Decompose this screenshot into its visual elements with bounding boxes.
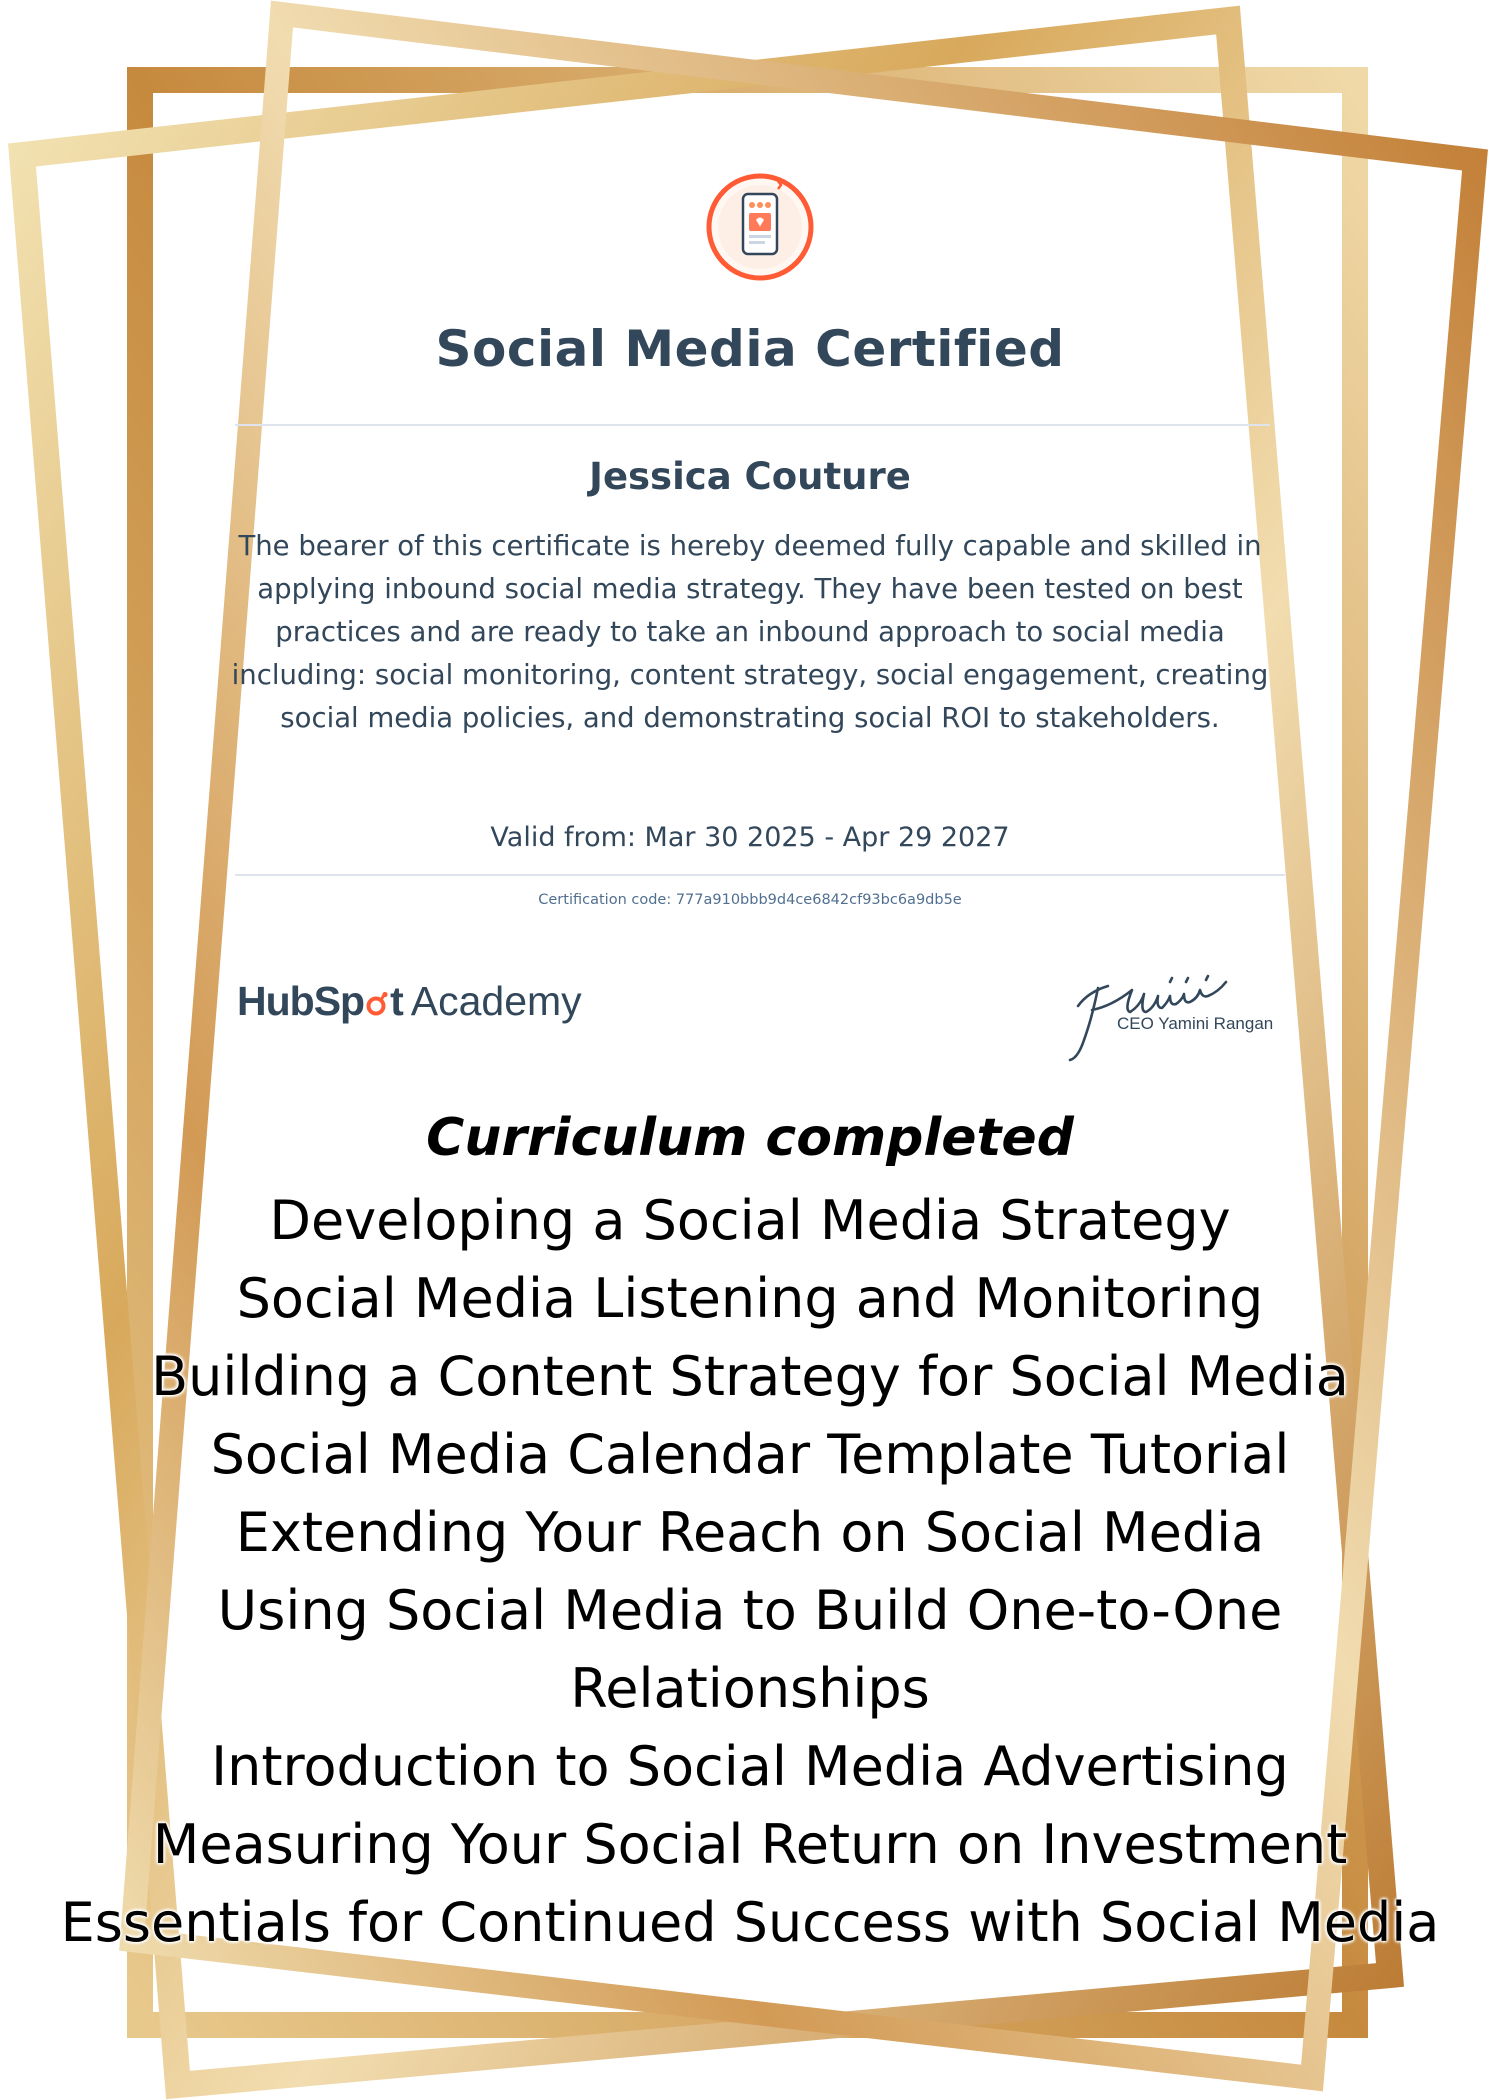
curriculum-list (0, 1182, 1500, 1962)
curriculum-item: Measuring Your Social Return on Investment (152, 1813, 1348, 1876)
curriculum-item: Building a Content Strategy for Social Media (151, 1345, 1349, 1408)
certificate-holder-name: Jessica Couture (589, 455, 911, 498)
logo-word-left: HubSp (237, 978, 365, 1024)
hubspot-academy-logo (237, 978, 582, 1025)
curriculum-item: Developing a Social Media Strategy (269, 1189, 1231, 1252)
certification-code: Certification code: 777a910bbb9d4ce6842cf93bc6a9db5e (538, 892, 962, 908)
signature-caption: CEO Yamini Rangan (1117, 1014, 1274, 1033)
certificate-description: The bearer of this certificate is hereby deemed fully capable and skilled in applying inbound social media strategy. They have been tested on best practices and are ready to take an inbound approach to social media including: social monitoring, content strategy, social engagement, creating social media policies, and demonstrating social ROI to stakeholders. (231, 530, 1269, 734)
curriculum-item: Essentials for Continued Success with Social Media (60, 1891, 1440, 1954)
title-divider (235, 424, 1270, 426)
curriculum-item: Social Media Calendar Template Tutorial (210, 1423, 1290, 1486)
logo-word-right: t (390, 978, 403, 1024)
hubspot-sprocket-icon (364, 991, 390, 1017)
validity-period: Valid from: Mar 30 2025 - Apr 29 2027 (490, 822, 1010, 853)
curriculum-item: Relationships (570, 1657, 930, 1720)
curriculum-item: Extending Your Reach on Social Media (235, 1501, 1265, 1564)
certificate-title: Social Media Certified (435, 320, 1065, 378)
validity-divider (235, 874, 1285, 876)
curriculum-item: Social Media Listening and Monitoring (236, 1267, 1264, 1330)
certification-badge-icon (705, 172, 815, 282)
logo-suffix: Academy (410, 978, 582, 1024)
curriculum-item: Introduction to Social Media Advertising (211, 1735, 1289, 1798)
curriculum-heading: Curriculum completed (426, 1108, 1074, 1168)
curriculum-item: Using Social Media to Build One-to-One (217, 1579, 1283, 1642)
